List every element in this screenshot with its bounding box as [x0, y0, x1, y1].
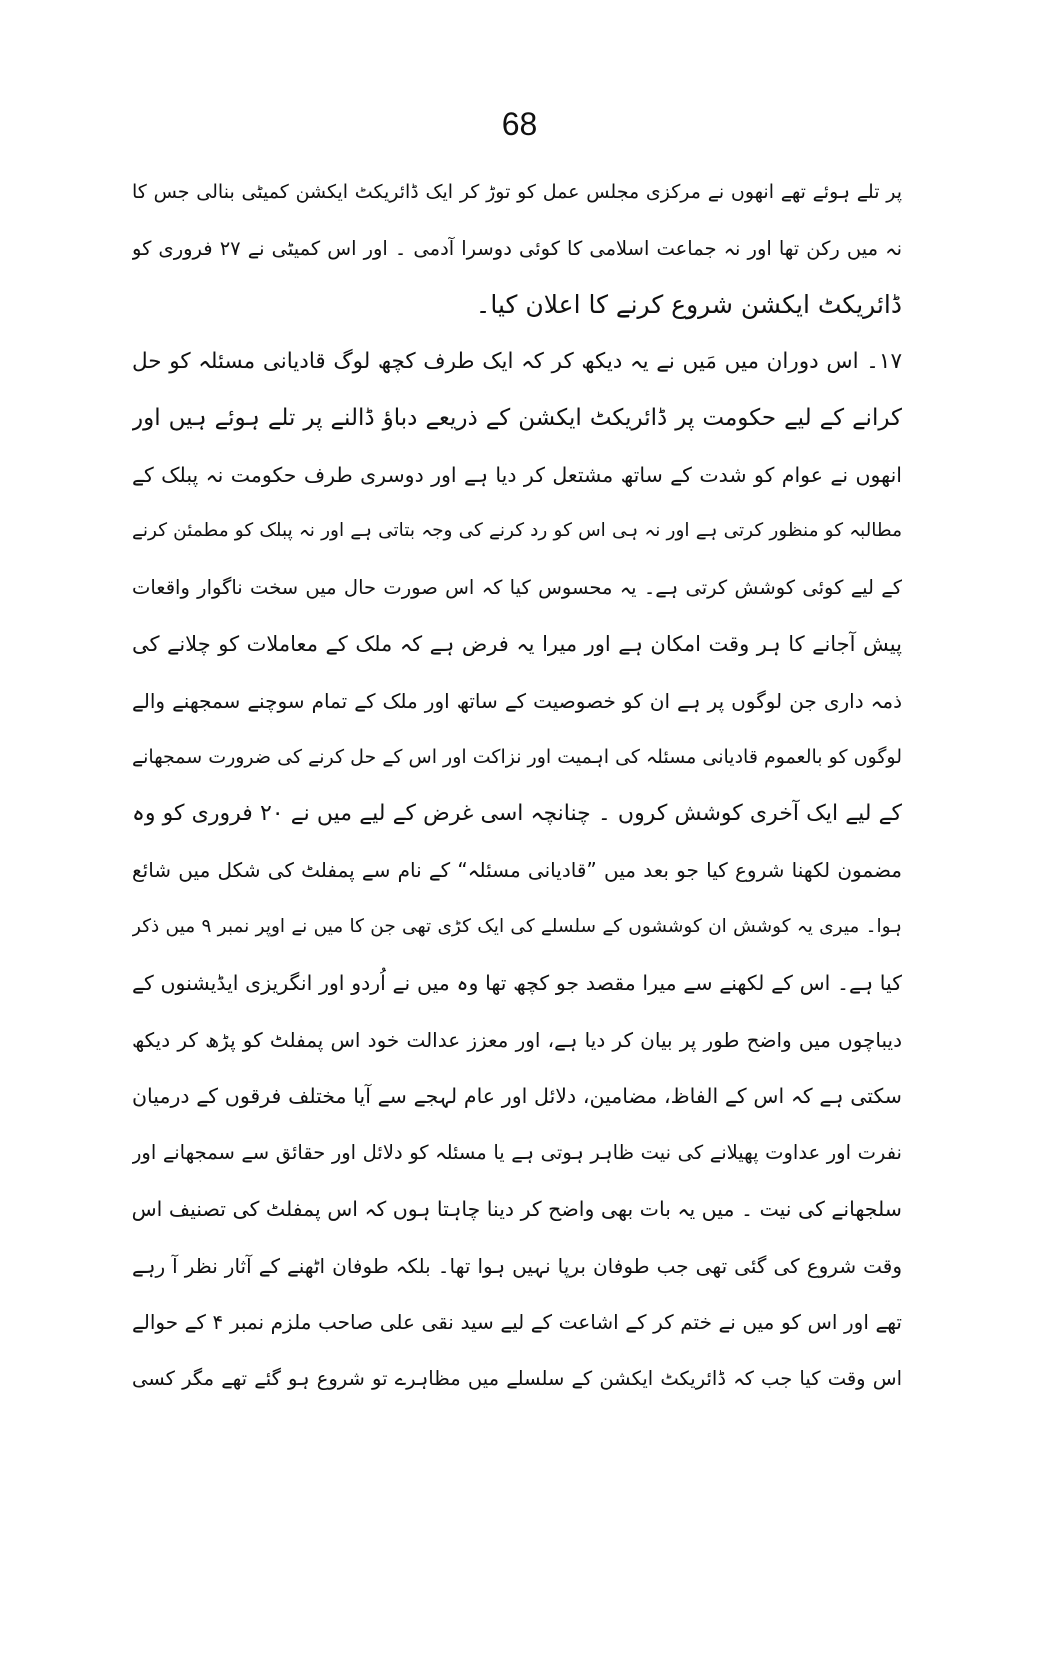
text-line: سلجھانے کی نیت ۔ میں یہ بات بھی واضح کر دینا چاہتا ہوں کہ اس پمفلٹ کی تصنیف اس — [132, 1197, 902, 1221]
text-line: اس وقت کیا جب کہ ڈائریکٹ ایکشن کے سلسلے میں مظاہرے تو شروع ہو گئے تھے مگر کسی — [132, 1366, 902, 1390]
text-line: نفرت اور عداوت پھیلانے کی نیت ظاہر ہوتی ہے یا مسئلہ کو دلائل اور حقائق سے سمجھانے اور — [132, 1140, 902, 1164]
text-line: سکتی ہے کہ اس کے الفاظ، مضامین، دلائل اور عام لہجے سے آیا مختلف فرقوں کے درمیان — [132, 1084, 902, 1108]
text-line: ڈائریکٹ ایکشن شروع کرنے کا اعلان کیا۔ — [475, 290, 902, 319]
text-line: پر تلے ہوئے تھے انھوں نے مرکزی مجلس عمل کو توڑ کر ایک ڈائریکٹ ایکشن کمیٹی بنالی جس کا — [132, 181, 902, 203]
text-line: پیش آجانے کا ہر وقت امکان ہے اور میرا یہ فرض ہے کہ ملک کے معاملات کو چلانے کی — [132, 632, 902, 656]
text-line: ہوا۔ میری یہ کوشش ان کوششوں کے سلسلے کی ایک کڑی تھی جن کا میں نے اوپر نمبر ۹ میں ذکر — [132, 915, 902, 937]
text-line: مطالبہ کو منظور کرتی ہے اور نہ ہی اس کو رد کرنے کی وجہ بتاتی ہے اور نہ پبلک کو مطمئن کرنے — [132, 520, 902, 541]
page-number: 68 — [501, 106, 538, 142]
text-line: لوگوں کو بالعموم قادیانی مسئلہ کی اہمیت اور نزاکت اور اس کے حل کرنے کی ضرورت سمجھانے — [132, 746, 902, 768]
body-text — [132, 164, 902, 1407]
text-line: مضمون لکھنا شروع کیا جو بعد میں ”قادیانی مسئلہ“ کے نام سے پمفلٹ کی شکل میں شائع — [132, 858, 902, 882]
text-line: وقت شروع کی گئی تھی جب طوفان برپا نہیں ہوا تھا۔ بلکہ طوفان اٹھنے کے آثار نظر آ رہے — [132, 1253, 902, 1278]
text-line: نہ میں رکن تھا اور نہ جماعت اسلامی کا کوئی دوسرا آدمی ۔ اور اس کمیٹی نے ۲۷ فروری کو — [132, 236, 902, 260]
text-line: ۱۷۔ اس دوران میں مَیں نے یہ دیکھ کر کہ ایک طرف کچھ لوگ قادیانی مسئلہ کو حل — [132, 348, 902, 374]
text-line: کیا ہے۔ اس کے لکھنے سے میرا مقصد جو کچھ تھا وہ میں نے اُردو اور انگریزی ایڈیشنوں کے — [132, 971, 902, 995]
text-line: کرانے کے لیے حکومت پر ڈائریکٹ ایکشن کے ذریعے دباؤ ڈالنے پر تلے ہوئے ہیں اور — [132, 405, 902, 431]
text-line: تھے اور اس کو میں نے ختم کر کے اشاعت کے لیے سید نقی علی صاحب ملزم نمبر ۴ کے حوالے — [132, 1310, 902, 1334]
text-line: کے لیے ایک آخری کوشش کروں ۔ چنانچہ اسی غرض کے لیے میں نے ۲۰ فروری کو وہ — [132, 800, 902, 826]
text-line: دیباچوں میں واضح طور پر بیان کر دیا ہے، اور معزز عدالت خود اس پمفلٹ کو پڑھ کر دیکھ — [132, 1027, 902, 1052]
text-line: ذمہ داری جن لوگوں پر ہے ان کو خصوصیت کے ساتھ اور ملک کے تمام سوچنے سمجھنے والے — [132, 688, 902, 713]
text-line: انھوں نے عوام کو شدت کے ساتھ مشتعل کر دیا ہے اور دوسری طرف حکومت نہ پبلک کے — [132, 462, 902, 487]
text-line: کے لیے کوئی کوشش کرتی ہے۔ یہ محسوس کیا کہ اس صورت حال میں سخت ناگوار واقعات — [132, 575, 902, 599]
